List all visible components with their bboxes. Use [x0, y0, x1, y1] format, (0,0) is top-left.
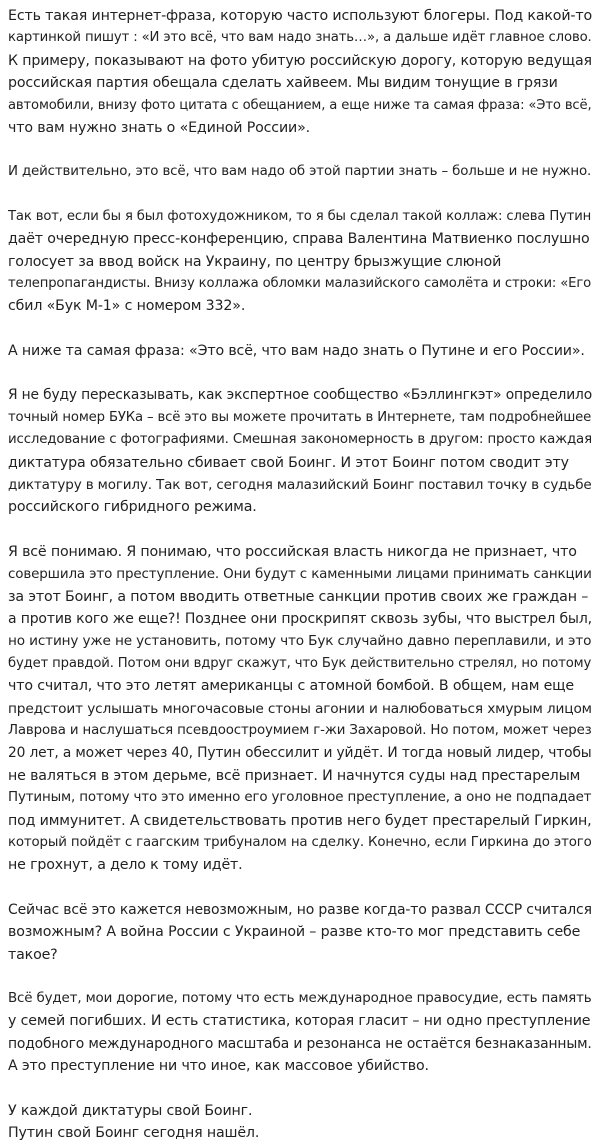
text-line: И действительно, это всё, что вам надо об этой партии знать – больше и не нужно.: [8, 164, 592, 180]
text-line: такое?: [8, 946, 58, 963]
text-line: Я не буду пересказывать, как экспертное сообщество «Бэллингкэт» определило: [8, 387, 592, 404]
text-line: но истину уже не установить, потому что Бук случайно давно переплавили, и это: [8, 633, 592, 650]
text-line: точный номер БУКа – всё это вы можете прочитать в Интернете, там подробнейшее: [8, 409, 592, 425]
text-line: у семей погибших. И есть статистика, которая гласит – ни одно преступление: [8, 1013, 591, 1030]
text-line: сбил «Бук М-1» с номером 332».: [8, 298, 246, 315]
text-line: что считал, что это летят американцы с атомной бомбой. В общем, нам еще: [8, 678, 574, 695]
text-line: картинкой пишут : «И это всё, что вам надо знать…», а дальше идёт главное слово.: [8, 30, 592, 46]
text-line: за этот Боинг, а потом вводить ответные санкции против своих же граждан –: [8, 588, 589, 605]
text-line: А это преступление ни что иное, как массовое убийство.: [8, 1058, 429, 1075]
text-line: Есть такая интернет-фраза, которую часто используют блогеры. Под какой-то: [8, 8, 593, 24]
paragraph-2: [8, 161, 592, 183]
text-line: даёт очередную пресс-конференцию, справа Валентина Матвиенко послушно: [8, 231, 590, 248]
paragraph-6: [8, 541, 592, 877]
text-line: Путиным, потому что это именно его уголовное преступление, а оно не подпадает: [8, 790, 592, 806]
paragraph-1: [8, 5, 592, 139]
text-line: возможным? А война России с Украиной – разве кто-то мог представить себе: [8, 924, 581, 941]
text-line: который пойдёт с гаагским трибуналом на сделку. Конечно, если Гиркина до этого: [8, 835, 592, 850]
paragraph-4: [8, 340, 592, 362]
text-line: будет правдой. Потом они вдруг скажут, что Бук действительно стрелял, но потому: [8, 655, 592, 671]
text-line: а против кого же еще?! Позднее они проскрипят сквозь зубы, что выстрел был,: [8, 610, 592, 627]
text-line: Так вот, если бы я был фотохудожником, то я бы сделал такой коллаж: слева Путин: [8, 208, 592, 224]
text-line: Сейчас всё это кажется невозможным, но разве когда-то развал СССР считался: [8, 901, 592, 918]
paragraph-3: [8, 206, 592, 318]
text-line: российская партия обещала сделать хайвеем. Мы видим тонущие в грязи: [8, 75, 558, 92]
text-line: Лаврова и наслушаться псевдоостроумием г-жи Захаровой. Но потом, может через: [8, 722, 592, 738]
text-line: предстоит услышать многочасовые стоны агонии и налюбоваться хмурым лицом: [8, 700, 592, 717]
text-line: не грохнут, а дело к тому идёт.: [8, 857, 243, 874]
text-line: телепропагандисты. Внизу коллажа обломки малазийского самолёта и строки: «Его: [8, 276, 592, 292]
text-line: подобного международного масштаба и резонанса не остаётся безнаказанным.: [8, 1035, 592, 1052]
text-line: что вам нужно знать о «Единой России».: [8, 120, 310, 137]
text-line: автомобили, внизу фото цитата с обещанием, а еще ниже та самая фраза: «Это всё,: [8, 97, 592, 113]
text-line: Путин свой Боинг сегодня нашёл.: [8, 1125, 260, 1142]
text-line: Всё будет, мои дорогие, потому что есть международное правосудие, есть память: [8, 991, 592, 1007]
text-line: Я всё понимаю. Я понимаю, что российская власть никогда не признает, что: [8, 543, 577, 560]
text-line: А ниже та самая фраза: «Это всё, что вам надо знать о Путине и его России».: [8, 342, 585, 359]
text-line: диктатуру в могилу. Так вот, сегодня малазийский Боинг поставил точку в судьбе: [8, 476, 592, 493]
text-line: У каждой диктатуры свой Боинг.: [8, 1102, 253, 1119]
text-line: голосует за ввод войск на Украину, по центру брызжущие слюной: [8, 253, 502, 270]
text-line: под иммунитет. А свидетельствовать против него будет престарелый Гиркин,: [8, 812, 592, 829]
paragraph-9: [8, 1100, 592, 1144]
text-line: не валяться в этом дерьме, всё признает. И начнутся суды над престарелым: [8, 767, 581, 784]
text-line: диктатура обязательно сбивает свой Боинг. И этот Боинг потом сводит эту: [8, 454, 569, 471]
paragraph-5: [8, 384, 592, 518]
text-line: 20 лет, а может через 40, Путин обессилит и уйдёт. И тогда новый лидер, чтобы: [8, 745, 592, 762]
paragraph-8: [8, 988, 592, 1078]
paragraph-7: [8, 899, 592, 966]
text-line: совершила это преступление. Они будут с каменными лицами принимать санкции: [8, 566, 592, 583]
text-line: российского гибридного режима.: [8, 499, 257, 516]
text-line: К примеру, показывают на фото убитую российскую дорогу, которую ведущая: [8, 52, 592, 69]
text-line: исследование с фотографиями. Смешная закономерность в другом: просто каждая: [8, 432, 592, 448]
